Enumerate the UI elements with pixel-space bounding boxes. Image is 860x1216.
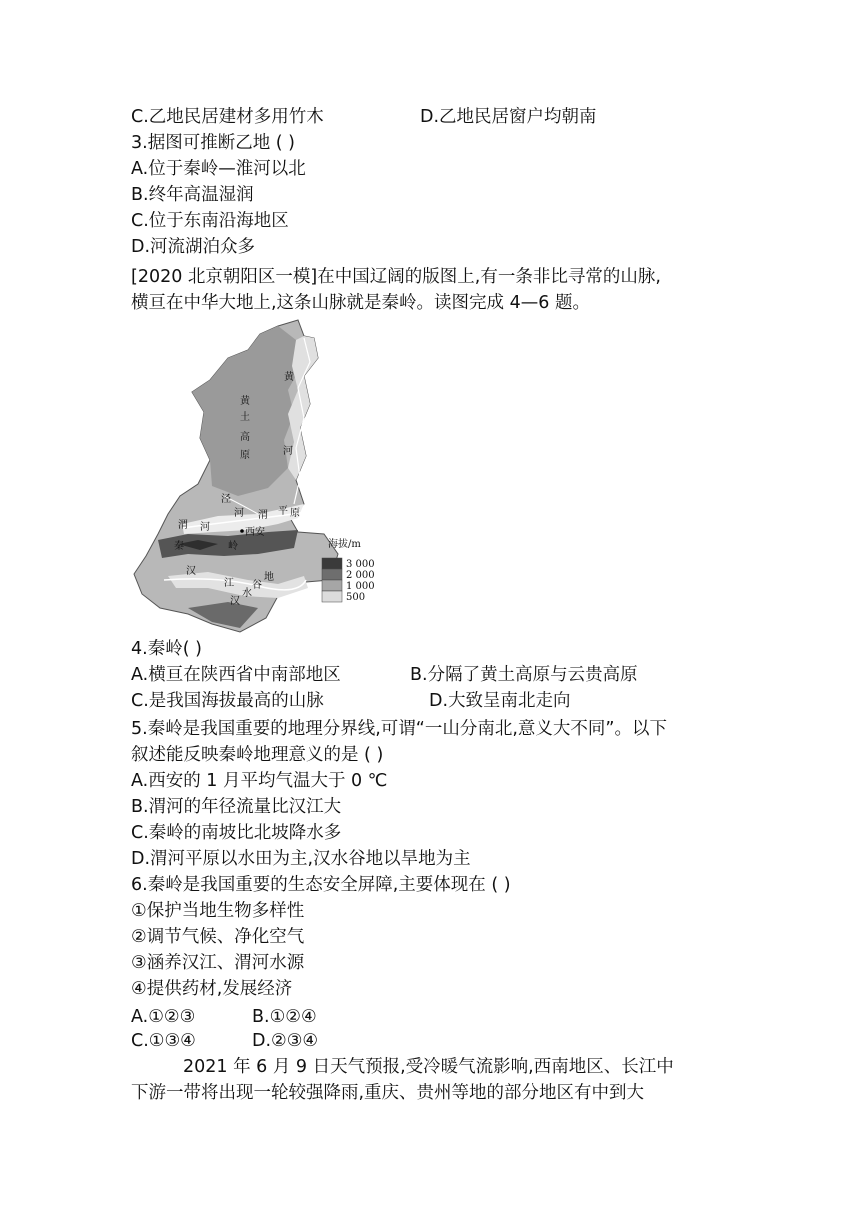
q6-option-d: D.②③④ <box>252 1031 319 1051</box>
q4-option-c: C.是我国海拔最高的山脉 <box>131 691 324 711</box>
legend-label: 3 000 <box>346 559 375 570</box>
map-label: 江 <box>224 578 234 589</box>
map-label: 黄 <box>284 372 294 383</box>
map-label: 平 <box>278 506 288 517</box>
question-5-line1: 5.秦岭是我国重要的地理分界线,可谓“一山分南北,意义大不同”。以下 <box>131 719 667 739</box>
map-label: 高 <box>240 432 250 443</box>
q4-option-b: B.分隔了黄土高原与云贵高原 <box>410 665 638 685</box>
map-label: 河 <box>200 522 210 533</box>
q5-option-b: B.渭河的年径流量比汉江大 <box>131 797 342 817</box>
q6-item-1: ①保护当地生物多样性 <box>131 901 305 921</box>
map-label: 汉 <box>230 596 240 607</box>
map-label: 河 <box>234 508 244 519</box>
shaanxi-elevation-map <box>128 318 460 640</box>
xian-point <box>240 529 244 533</box>
map-label: 汉 <box>186 566 196 577</box>
map-label: 地 <box>264 572 274 583</box>
stem-next-line1: 2021 年 6 月 9 日天气预报,受冷暖气流影响,西南地区、长江中 <box>183 1057 674 1077</box>
q6-option-a: A.①②③ <box>131 1007 196 1027</box>
question-6: 6.秦岭是我国重要的生态安全屏障,主要体现在 ( ) <box>131 875 511 895</box>
map-label: 西安 <box>245 527 265 538</box>
map-label: 谷 <box>252 580 262 591</box>
q3-option-b: B.终年高温湿润 <box>131 185 254 205</box>
q3-option-c: C.位于东南沿海地区 <box>131 211 289 231</box>
map-label: 河 <box>283 446 293 457</box>
q3-option-d: D.河流湖泊众多 <box>131 237 256 257</box>
map-label: 岭 <box>228 541 238 552</box>
map-label: 水 <box>242 588 252 599</box>
map-label: 秦 <box>174 541 184 552</box>
question-3: 3.据图可推断乙地 ( ) <box>131 133 295 153</box>
map-label: 土 <box>240 412 250 423</box>
legend-label: 500 <box>346 592 366 603</box>
q6-item-4: ④提供药材,发展经济 <box>131 979 293 999</box>
q6-option-c: C.①③④ <box>131 1031 196 1051</box>
map-label: 泾 <box>221 494 231 505</box>
map-label: 原 <box>240 450 250 461</box>
q5-option-a: A.西安的 1 月平均气温大于 0 ℃ <box>131 771 388 791</box>
q6-item-3: ③涵养汉江、渭河水源 <box>131 953 305 973</box>
q4-option-d: D.大致呈南北走向 <box>429 691 571 711</box>
question-5-line2: 叙述能反映秦岭地理意义的是 ( ) <box>131 745 384 765</box>
legend-title: 海拔/m <box>328 539 361 550</box>
option-d-q2: D.乙地民居窗户均朝南 <box>420 107 597 127</box>
q6-option-b: B.①②④ <box>252 1007 317 1027</box>
stem-4-6-line1: [2020 北京朝阳区一模]在中国辽阔的版图上,有一条非比寻常的山脉, <box>131 267 661 287</box>
q6-item-2: ②调节气候、净化空气 <box>131 927 305 947</box>
legend-label: 2 000 <box>346 570 375 581</box>
elevation-legend <box>322 537 375 603</box>
q4-option-a: A.横亘在陕西省中南部地区 <box>131 665 341 685</box>
map-label: 渭 <box>178 520 188 531</box>
q5-option-d: D.渭河平原以水田为主,汉水谷地以旱地为主 <box>131 849 471 869</box>
map-label: 渭 <box>258 510 268 521</box>
stem-next-line2: 下游一带将出现一轮较强降雨,重庆、贵州等地的部分地区有中到大 <box>131 1083 645 1103</box>
q3-option-a: A.位于秦岭—淮河以北 <box>131 159 306 179</box>
map-label: 原 <box>290 508 300 519</box>
map-label: 黄 <box>240 396 250 407</box>
question-4: 4.秦岭( ) <box>131 639 202 659</box>
q5-option-c: C.秦岭的南坡比北坡降水多 <box>131 823 342 843</box>
option-c-q2: C.乙地民居建材多用竹木 <box>131 107 324 127</box>
stem-4-6-line2: 横亘在中华大地上,这条山脉就是秦岭。读图完成 4—6 题。 <box>131 293 590 313</box>
legend-label: 1 000 <box>346 581 375 592</box>
